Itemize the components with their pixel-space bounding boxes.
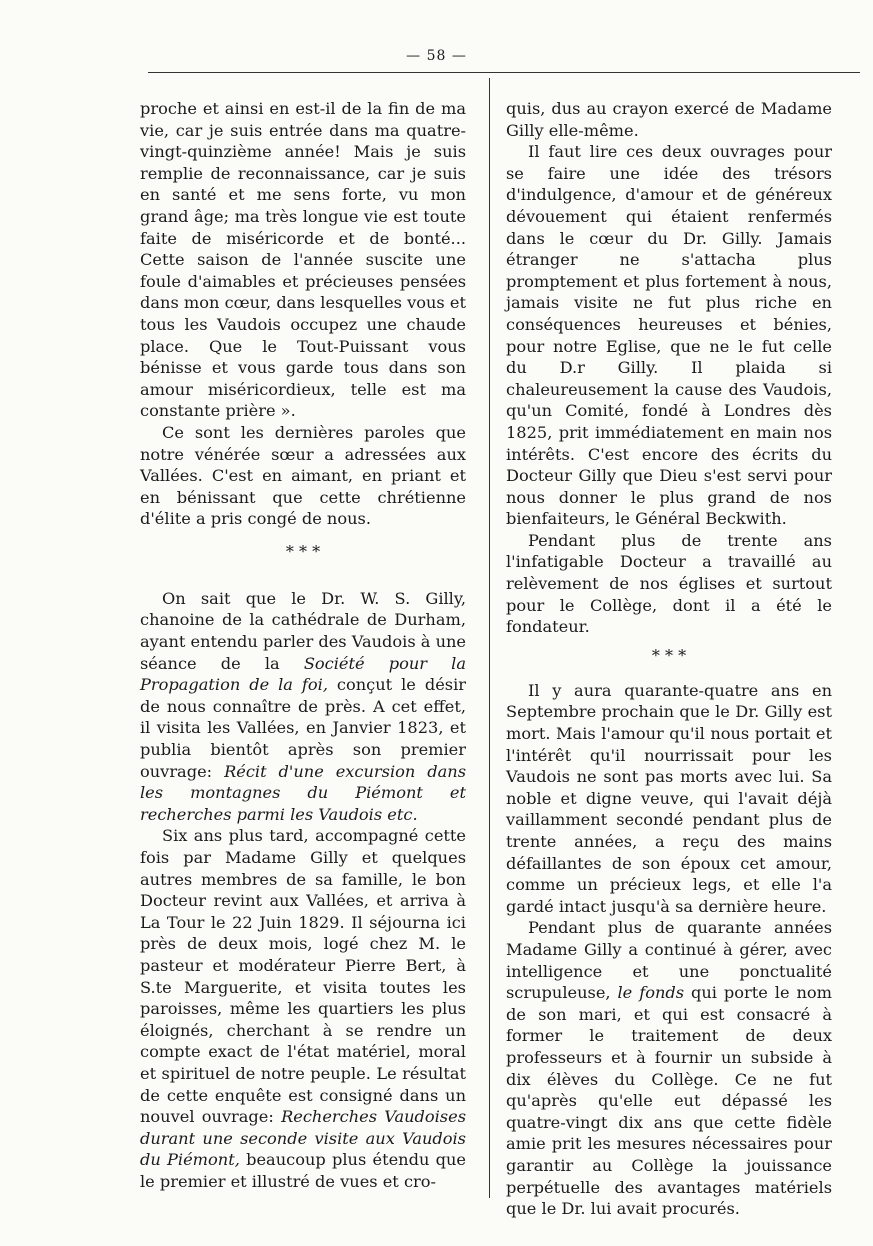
header-rule	[148, 72, 860, 73]
paragraph-thirty-years: Pendant plus de trente ans l'infatigable Docteur a travaillé au relèvement de nos églises et surtout pour le Collège, dont il a été le fondateur.	[506, 530, 832, 637]
section-separator-stars: * * *	[285, 541, 321, 561]
book-title-recit: Récit d'une excursion dans les montagnes du Piémont et recherches parmi les Vaudois etc.	[140, 761, 466, 824]
book-title-recherches: Recherches Vaudoises durant une seconde visite aux Vaudois du Piémont,	[140, 1107, 467, 1170]
paragraph-gilly-intro: On sait que le Dr. W. S. Gilly, chanoine de la cathédrale de Durham, ayant entendu parler des Vaudois à une séance de la Société pour la Propagation de la foi, conçut le désir de nous connaître de près. A cet effet, il visita les Vallées, en Janvier 1823, et publia bientôt après son premier ouvrage: Récit d'une excursion dans les montagnes du Piémont et recherches parmi les Vaudois etc.	[140, 588, 467, 824]
column-divider	[489, 78, 490, 1198]
paragraph-last-words: Ce sont les dernières paroles que notre vénérée sœur a adressées aux Vallées. C'est en aimant, en priant et en bénissant que cette chrétienne d'élite a pris congé de nous.	[140, 422, 466, 529]
paragraph-second-visit: Six ans plus tard, accompagné cette fois par Madame Gilly et quelques autres membres de sa famille, le bon Docteur revint aux Vallées, et arriva à La Tour le 22 Juin 1829. Il séjourna ici près de deux mois, logé chez M. le pasteur et modérateur Pierre Bert, à S.te Marguerite, et visita toutes les paroisses, même les quartiers les plus éloignés, cherchant à se rendre un compte exact de l'état matériel, moral et spirituel de notre peuple. Le résultat de cette enquête est consigné dans un nouvel ouvrage: Recherches Vaudoises durant une seconde visite aux Vaudois du Piémont, beaucoup plus étendu que le premier et illustré de vues et cro-	[140, 826, 467, 1191]
left-column	[140, 98, 466, 1193]
paragraph-treasures: Il faut lire ces deux ouvrages pour se faire une idée des trésors d'indulgence, d'amour et de généreux dévouement qui étaient renfermés dans le cœur du Dr. Gilly. Jamais étranger ne s'attacha plus promptement et plus fortement à nous, jamais visite ne fut plus riche en conséquences heureuses et bénies, pour notre Eglise, que ne le fut celle du D.r Gilly. Il plaida si chaleureusement la cause des Vaudois, qu'un Comité, fondé à Londres dès 1825, prit immédiatement en main nos intérêts. C'est encore des écrits du Docteur Gilly que Dieu s'est servi pour nous donner le plus grand de nos bienfaiteurs, le Général Beckwith.	[506, 142, 832, 529]
page-number: — 58 —	[406, 48, 467, 64]
fund-term: le fonds	[617, 983, 685, 1003]
paragraph-fund: Pendant plus de quarante années Madame Gilly a continué à gérer, avec intelligence et une ponctualité scrupuleuse, le fonds qui porte le nom de son mari, et qui est consacré à former le traitement de deux professeurs et à fournir un subside à dix élèves du Collège. Ce ne fut qu'après qu'elle eut dépassé les quatre-vingt dix ans que cette fidèle amie prit les mesures nécessaires pour garantir au Collège la jouissance perpétuelle des avantages matériels que le Dr. lui avait procurés.	[506, 918, 833, 1219]
paragraph-letter-end: proche et ainsi en est-il de la fin de ma vie, car je suis entrée dans ma quatre-vingt-quinzième année! Mais je suis remplie de reconnaissance, car je suis en santé et me sens forte, vu mon grand âge; ma très longue vie est toute faite de miséricorde et de bonté... Cette saison de l'année suscite une foule d'aimables et précieuses pensées dans mon cœur, dans lesquelles vous et tous les Vaudois occupez une chaude place. Que le Tout-Puissant vous bénisse et vous garde tous dans son amour miséricordieux, telle est ma constante prière ».	[140, 99, 466, 421]
paragraph-anniversary: Il y aura quarante-quatre ans en Septembre prochain que le Dr. Gilly est mort. Mais l'amour qu'il nous portait et l'intérêt qu'il nourrissait pour les Vaudois ne sont pas morts avec lui. Sa noble et digne veuve, qui l'avait déjà vaillamment secondé pendant plus de trente années, a reçu des mains défaillantes de son époux cet amour, comme un précieux legs, et elle l'a gardé intact jusqu'à sa dernière heure.	[506, 680, 832, 916]
section-separator-stars: * * *	[651, 645, 687, 665]
society-name: Société pour la Propagation de la foi,	[140, 653, 466, 695]
paragraph-sketches: quis, dus au crayon exercé de Madame Gilly elle-même.	[506, 99, 832, 140]
right-column	[506, 98, 832, 1220]
